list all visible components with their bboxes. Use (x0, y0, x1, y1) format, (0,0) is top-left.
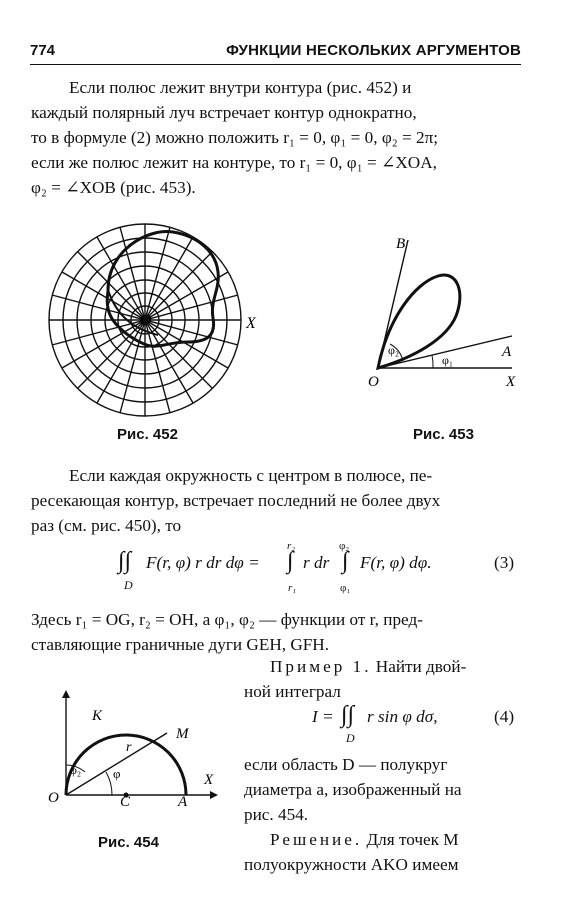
double-integral-sign: ∫∫ (118, 548, 132, 574)
eq3-rhs: F(r, φ) dφ. (360, 553, 432, 572)
figure-454 (40, 688, 230, 813)
para3-line2: ставляющие граничные дуги GEH, GFH. (31, 635, 330, 654)
para2-line2: ресекающая контур, встречает последний не более двух (31, 491, 441, 510)
eq3-number: (3) (494, 553, 515, 572)
fig454-label-o: O (48, 790, 59, 806)
integral-sign-phi: ∫ (342, 548, 349, 574)
integral-sign-r: ∫ (287, 548, 294, 574)
example-line6: полуокружности AKO имеем (244, 855, 459, 874)
eq3-mid: r dr (303, 553, 330, 572)
example-line2: ной интеграл (244, 682, 341, 701)
fig454-label-phi2: φ₂ (70, 763, 82, 777)
paragraph-3 (31, 607, 521, 657)
fig454-label-c: C (120, 794, 131, 810)
figure-452 (48, 210, 273, 425)
eq3-sub-d: D (124, 578, 133, 592)
fig453-label-a: A (502, 344, 512, 360)
eq4-number: (4) (494, 707, 515, 726)
para2-line3: раз (см. рис. 450), то (31, 516, 182, 535)
angle-phi1-arc (432, 355, 433, 368)
fig452-label-x: X (246, 315, 256, 332)
eq3-int-phi-bot: φ₁ (340, 582, 351, 594)
y-axis-arrow (62, 690, 70, 698)
radius-om (66, 733, 167, 795)
example-body (244, 752, 521, 877)
eq3-int-phi-top: φ₂ (339, 540, 350, 552)
fig454-label-r: r (126, 740, 132, 755)
fig454-caption: Рис. 454 (98, 834, 159, 851)
eq3-int-r-top: r₂ (287, 540, 296, 552)
fig452-caption: Рис. 452 (117, 426, 178, 443)
eq3-int-r-bot: r₁ (288, 582, 297, 594)
example-line3: если область D — полукруг (244, 755, 448, 774)
figure-453 (360, 228, 530, 393)
fig453-label-b: B (396, 236, 406, 252)
para1-line2: каждый полярный луч встречает контур однократно, (31, 103, 417, 122)
x-axis-arrow (210, 791, 218, 799)
para2-line1: Если каждая окружность с центром в полюсе, пе- (69, 466, 433, 485)
example-1 (244, 654, 521, 704)
paragraph-2 (31, 463, 521, 538)
eq4-integral-sign: ∫∫ (341, 702, 355, 728)
para1-line3: то в формуле (2) можно положить r₁ = 0, φ₁ = 0, φ₂ = 2π; (31, 128, 439, 147)
para1-line5: φ₂ = ∠XOB (рис. 453). (31, 178, 196, 197)
eq4-lhs: I = (312, 707, 334, 726)
para1-line1: Если полюс лежит внутри контура (рис. 452) и (69, 78, 412, 97)
para1-line4: если же полюс лежит на контуре, то r₁ = 0, φ₁ = ∠XOA, (31, 153, 437, 172)
fig453-label-o: O (368, 374, 379, 390)
example-line1: Найти двой- (375, 657, 467, 676)
example-heading: Пример 1. (270, 657, 372, 676)
fig453-caption: Рис. 453 (413, 426, 474, 443)
fig454-label-a: A (178, 794, 188, 810)
solution-heading: Решение. (270, 830, 363, 849)
eq4-rhs: r sin φ dσ, (367, 707, 438, 726)
paragraph-1 (31, 75, 521, 200)
fig454-label-k: K (92, 708, 103, 724)
fig453-label-x: X (506, 374, 516, 390)
solution-line: Для точек M (366, 830, 459, 849)
eq4-sub: D (346, 731, 355, 745)
eq3-lhs: F(r, φ) r dr dφ = (146, 553, 260, 572)
example-line4: диаметра a, изображенный на (244, 780, 462, 799)
example-line5: рис. 454. (244, 805, 309, 824)
fig452-label-o: O (140, 312, 152, 329)
fig454-label-phi: φ (113, 766, 121, 781)
angle-phi-arc (106, 772, 112, 795)
running-title: ФУНКЦИИ НЕСКОЛЬКИХ АРГУМЕНТОВ (226, 42, 521, 59)
running-header (30, 42, 521, 65)
fig454-label-m: M (176, 726, 189, 742)
para3-line1: Здесь r₁ = OG, r₂ = OH, а φ₁, φ₂ — функции от r, пред- (31, 610, 423, 629)
fig453-label-phi1: φ₁ (442, 353, 454, 367)
fig453-label-phi2: φ₂ (388, 343, 400, 357)
page-number: 774 (30, 42, 56, 59)
fig454-label-x: X (204, 772, 214, 788)
